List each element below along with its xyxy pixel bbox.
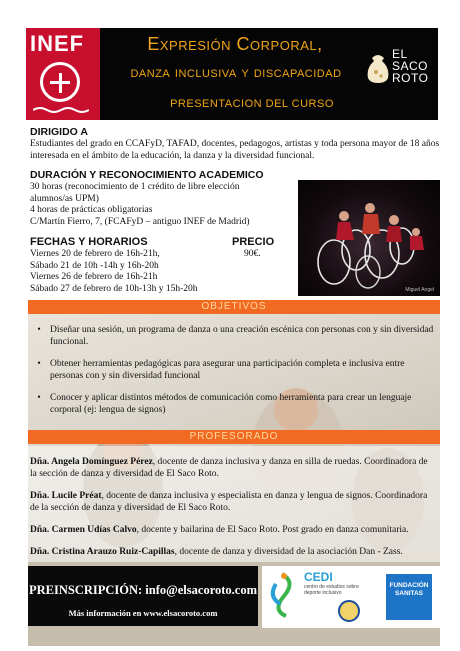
fechas-line: Viernes 26 de febrero de 16h-21h [30, 272, 158, 282]
fechas-line: Viernes 20 de febrero de 16h-21h, [30, 249, 160, 259]
bullet-icon: • [37, 325, 41, 335]
duracion-line: 30 horas (reconocimiento de 1 crédito de libre elección [30, 182, 240, 192]
list-item [34, 324, 434, 348]
inef-wave-icon [33, 106, 89, 114]
dirigido-heading: DIRIGIDO A [30, 126, 88, 138]
wheels-illustration [298, 180, 440, 296]
profesor-desc: , docente de danza inclusiva y especialista en danza y lengua de signos. Coordinadora de la sección de danza y diversidad de El Saco Roto. [30, 491, 428, 513]
profesor-name: Dña. Cristina Arauzo Ruiz-Capillas [30, 547, 175, 557]
profesor-desc: , docente de danza y diversidad de la asociación Dan - Zass. [174, 547, 403, 557]
dirigido-text: Estudiantes del grado en CCAFyD, TAFAD, docentes, pedagogos, artistas y toda persona mayor de 18 años interesada en el ámbito de la educación, la danza y la diversidad funcional. [30, 139, 440, 161]
fechas-line: Sábado 21 de 10h -14h y 16h-20h [30, 260, 159, 271]
objetivo-text: Obtener herramientas pedagógicas para asegurar una participación completa e inclusiva entre personas con y sin diversidad funcional [50, 359, 405, 381]
duracion-line: 4 horas de prácticas obligatorias [30, 205, 153, 215]
dance-performance-photo [298, 180, 440, 296]
list-item [34, 392, 434, 416]
el-saco-roto-logo-text: EL SACO ROTO [392, 47, 429, 85]
profesor-item [30, 524, 436, 536]
fechas-heading: FECHAS Y HORARIOS [30, 236, 148, 248]
profesor-name: Dña. Angela Domínguez Pérez [30, 457, 153, 467]
profesor-name: Dña. Lucile Préat [30, 491, 102, 501]
inef-logo [26, 28, 100, 120]
profesor-desc: , docente y bailarina de El Saco Roto. Post grado en danza comunitaria. [136, 525, 409, 535]
university-seal-icon [338, 600, 360, 622]
duracion-line: C/Martín Fierro, 7, (FCAFyD – antiguo INEF de Madrid) [30, 216, 250, 227]
inef-logo-text: INEF [30, 31, 85, 56]
course-title-line1: Expresión Corporal, [147, 34, 323, 54]
profesor-item [30, 546, 436, 558]
bullet-icon: • [37, 359, 41, 369]
objetivos-bar: OBJETIVOS [28, 300, 440, 314]
profesor-desc: , docente de danza inclusiva y danza en silla de ruedas. Coordinadora de la sección de danza y diversidad de El Saco Roto. [30, 457, 428, 479]
fechas-line: Sábado 27 de febrero de 10h-13h y 15h-20h [30, 283, 198, 294]
profesor-item [30, 490, 436, 514]
course-title-line2: danza inclusiva y discapacidad [130, 64, 342, 81]
precio-heading: PRECIO [232, 236, 275, 248]
course-subtitle: PRESENTACION DEL CURSO [170, 98, 334, 110]
inef-emblem-icon [40, 62, 80, 102]
cedi-logo-text: CEDI [304, 570, 333, 584]
fechas-text [30, 249, 250, 295]
sack-icon [364, 52, 392, 84]
profesor-name: Dña. Carmen Udías Calvo [30, 525, 137, 535]
duracion-line: alumnos/as UPM) [30, 193, 99, 204]
photo-credit: Miguel Angel [405, 287, 434, 293]
sponsor-logos [262, 566, 440, 628]
more-info-link[interactable]: Más información en www.elsacoroto.com [68, 608, 218, 618]
el-saco-roto-logo [364, 46, 436, 90]
list-item [34, 358, 434, 382]
objetivo-text: Conocer y aplicar distintos métodos de comunicación como herramienta para crear un lenguaje corporal (ej: lengua de signos) [50, 393, 412, 415]
cedi-subtitle: centro de estudios sobre deporte inclusivo [304, 584, 359, 596]
objetivo-text: Diseñar una sesión, un programa de danza o una creación escénica con personas con y sin diversidad funcional. [50, 325, 434, 347]
cedi-swirl-icon [266, 570, 298, 620]
duracion-text [30, 182, 295, 228]
preinscripcion-box [28, 566, 258, 626]
fundacion-sanitas-logo: FUNDACIÓN SANITAS [386, 574, 432, 620]
profesor-item [30, 456, 436, 480]
bullet-icon: • [37, 393, 41, 403]
precio-value: 90€. [244, 249, 261, 259]
profesorado-bar: PROFESORADO [28, 430, 440, 444]
header-banner [26, 28, 438, 120]
duracion-heading: DURACIÓN Y RECONOCIMIENTO ACADEMICO [30, 169, 264, 181]
preinscripcion-email[interactable]: PREINSCRIPCIÓN: info@elsacoroto.com [28, 583, 258, 597]
